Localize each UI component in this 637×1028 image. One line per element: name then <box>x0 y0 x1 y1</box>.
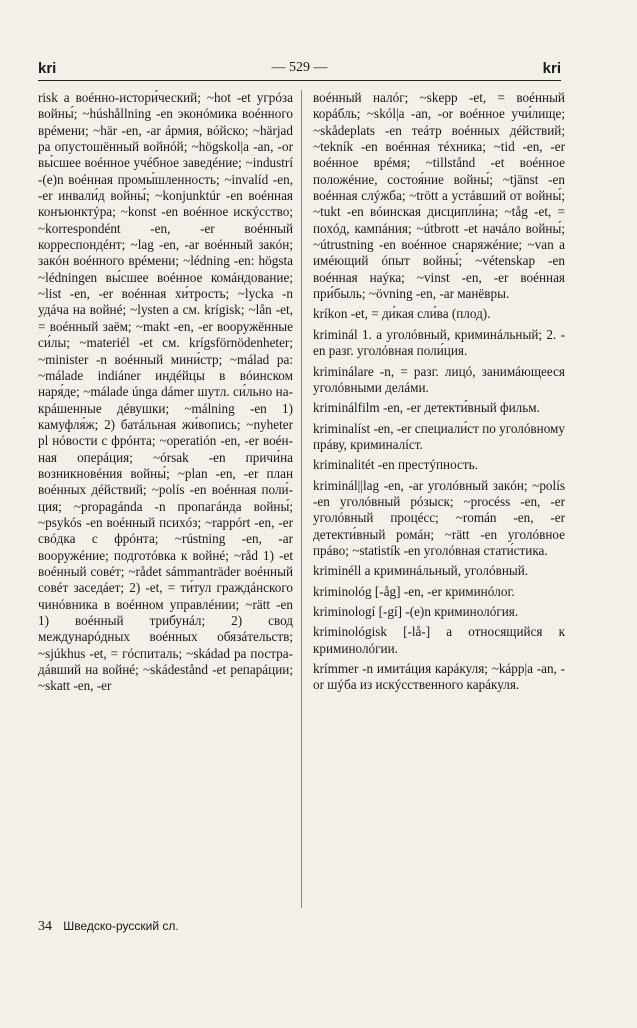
page-footer <box>38 918 338 935</box>
entry-paragraph: risk a воéнно-истори́ческий; ~hot -et угрóза войны́; ~húshållning -en эконóмика воéнного врéмени; ~här -en, -ar áрмия, вóйско; ~härjad pa опустошённый войнóй; ~högskol|a -an, -or вы́сшее воéнное учéбное заведéние; ~industrí -(e)n воéнная промы́шленность; ~invalíd -en, -er инвали́д войны́; ~konjunktúr -en воéнная конъюнктýра; ~konst -en воéнное искýсство; ~korrespondént -en, -er воéнный корреспондéнт; ~lag -en, -ar воéнный закóн; закóн воéнного врéмени; ~lédning -en: högsta ~lédningen вы́сшее воéнное комáндование; ~list -en, -er воéнная хи́трость; ~lycka -n удáча на войнé; ~lysten a см. krígisk; ~lån -et, = воéнный заём; ~makt -en, -er вооружённые си́лы; ~materiél -et см. krígsförnödenheter; ~minister -n воéнный мини́стр; ~málad pa: ~málade indiáner индéйцы в вóинском наря́де; ~málade únga dámer шутл. си́льно накрáшенные дéвушки; ~málning -en 1) камуфля́ж; 2) батáльная жи́вопись; ~nyheter pl нóвости с фрóнта; ~operatión -en, -er воéнная оперáция; ~órsak -en причи́на возникновéния войны́; ~plan -en, -er план воéнных дéйствий; ~polís -en воéнная поли́ция; ~propagánda -n пропагáнда войны́; ~psykós -en воéнный психóз; ~rappórt -en, -er свóдка с фрóнта; ~rústning -en, -ar вооружéние; подготóвка к войнé; ~råd 1) -et воéнный совéт; ~rådet sámmanträder воéнный совéт заседáет; 2) -et, = ти́тул граждáнского чинóвника в воéнном управлéнии; ~rätt -en 1) воéнный трибунáл; 2) свод междунарóдных воéнных обязáтельств; ~sjúkhus -et, = гóспиталь; ~skádad pa пострадáвший на войнé; ~skádestånd -et репарáции; ~skatt -en, -er <box>38 90 293 694</box>
page-number: — 529 — <box>271 60 328 75</box>
running-head-right: kri <box>542 60 561 77</box>
column-divider <box>301 90 302 908</box>
entry-kriminologisk: kriminológisk [-lå-] a относящийся к криминолóгии. <box>313 624 565 656</box>
entry-kriminolog: kriminológ [-åg] -en, -er криминóлог. <box>313 583 515 599</box>
entry-kriminologi: kriminologí [-gí] -(e)n криминолóгия. <box>313 603 519 619</box>
entry-kriminell: kriminéll a криминáльный, уголóвный. <box>313 563 529 579</box>
running-head-left: kri <box>38 60 57 77</box>
entry-kriminallag: kriminál||lag -en, -ar уголóвный закóн; ~polís -en уголóвный рóзыск; ~procéss -en, -er уголóвный процéсс; ~román -en, -er детекти́вный ромáн; ~rätt -en уголóвное прáво; ~statistík -en уголóвная стати́стика. <box>313 477 565 558</box>
entry-kriminalitet: kriminalitét -en престýпность. <box>313 457 478 473</box>
left-column <box>38 90 293 699</box>
entry-kriminalfilm: kriminálfilm -en, -er детекти́вный фильм. <box>313 400 540 416</box>
right-column <box>313 90 565 698</box>
page-header <box>38 58 561 80</box>
entry-krikon: kríkon -et, = ди́кая сли́ва (плод). <box>313 306 491 322</box>
entry-krimmer: krímmer -n имитáция карáкуля; ~kápp|a -an, -or шýба из искýсственного карáкуля. <box>313 661 565 693</box>
entry-paragraph: воéнный налóг; ~skepp -et, = воéнный корáбль; ~skól|a -an, -or воéнное учи́лище; ~skådeplats -en теáтр воéнных дéйствий; ~tekník -en воéнная тéхника; ~tid -en, -er воéнное врéмя; ~tillstånd -et воéнное положéние, состоя́ние войны́; ~tjänst -en воéнная слýжба; ~trött a устáвший от войны́; ~tukt -en вóинская дисципли́на; ~tåg -et, = похóд, кампáния; ~útbrott -et начáло войны́; ~útrustning -en воéнное снаряжéние; ~van a имéющий óпыт войны́; ~vétenskap -en воéнная наýка; ~vinst -en, -er воéнная при́быль; ~övning -en, -ar манёвры. <box>313 90 565 302</box>
sheet-number: 34 <box>38 919 52 934</box>
entry-kriminal: kriminál 1. a уголóвный, криминáльный; 2. -en разг. уголóвная поли́ция. <box>313 326 565 359</box>
header-rule <box>38 80 561 81</box>
printer-signature: Шведско-русский сл. <box>63 919 179 933</box>
entry-kriminalare: kriminálare -n, = разг. лицó, занимáющееся уголóвными делáми. <box>313 363 565 395</box>
entry-kriminalist: kriminalíst -en, -er специали́ст по уголóвному прáву, криминалíст. <box>313 420 565 452</box>
